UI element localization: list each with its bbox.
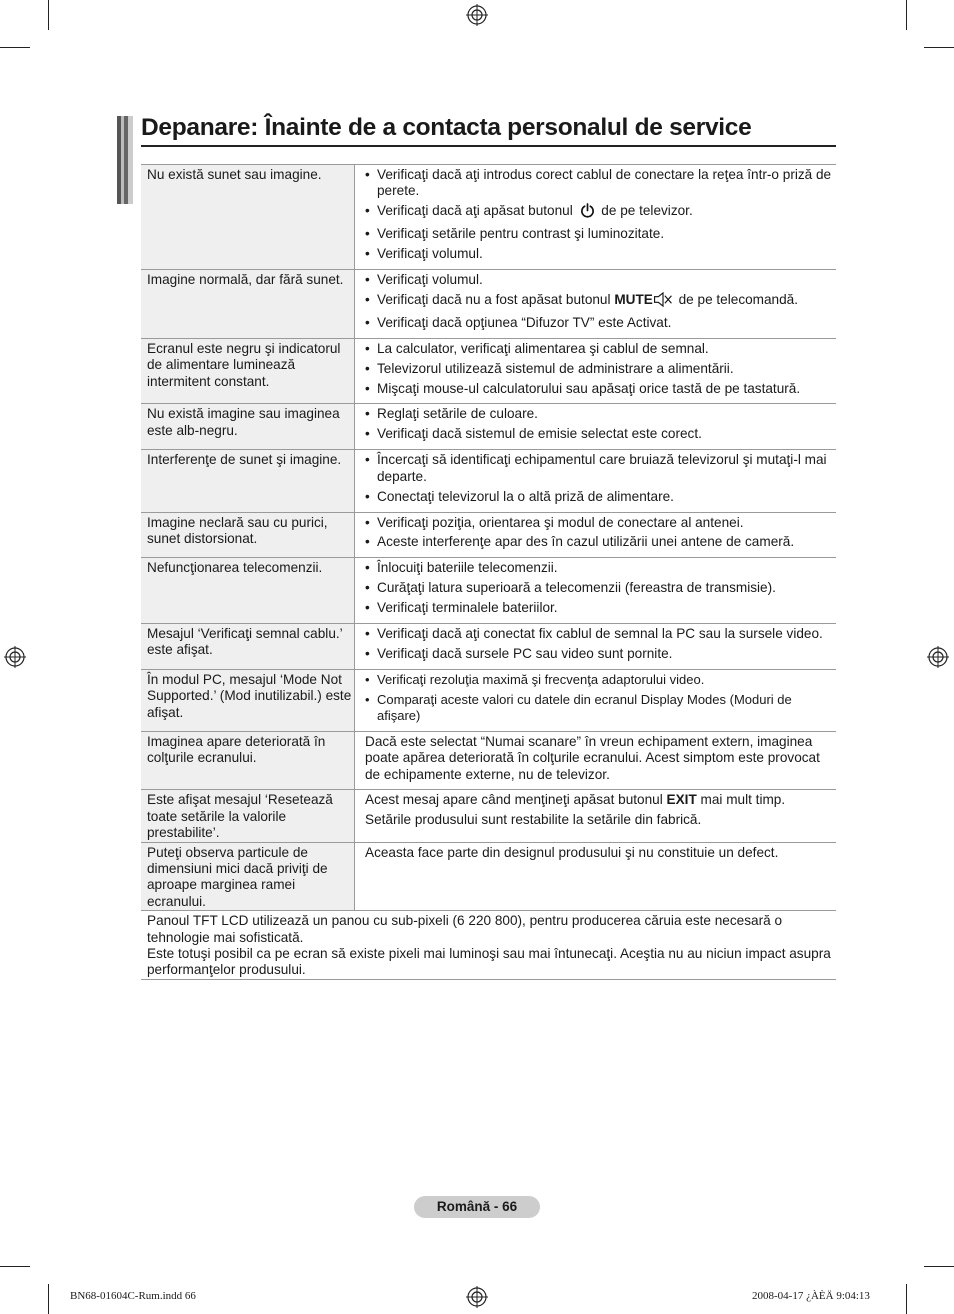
solution-cell: [355, 624, 837, 670]
solution-list: [365, 515, 836, 551]
text-segment: Verificaţi dacă aţi apăsat butonul: [377, 203, 573, 219]
problem-cell: Nu există imagine sau imaginea este alb-negru.: [141, 404, 355, 450]
solution-cell: [355, 842, 837, 911]
problem-cell: Nefuncţionarea telecomenzii.: [141, 558, 355, 624]
solution-list: [365, 167, 836, 263]
table-row: [141, 732, 836, 790]
button-name: MUTE: [614, 291, 653, 307]
list-item: • Verificaţi dacă aţi conectat fix cablul de semnal la PC sau la sursele video.: [365, 626, 836, 642]
problem-cell: Nu există sunet sau imagine.: [141, 165, 355, 270]
solution-cell: [355, 790, 837, 842]
registration-mark-icon: [4, 646, 26, 668]
solution-cell: [355, 450, 837, 512]
list-item: • Înlocuiţi bateriile telecomenzii.: [365, 560, 836, 576]
mute-icon: [653, 292, 673, 311]
crop-mark: [924, 1266, 954, 1267]
solution-list: [365, 452, 836, 505]
solution-list: [365, 672, 836, 725]
text-segment: mai mult timp.: [700, 792, 786, 808]
list-item: • Conectaţi televizorul la o altă priză de alimentare.: [365, 489, 836, 505]
crop-mark: [0, 47, 30, 48]
table-row: [141, 624, 836, 670]
list-item: • Aceste interferenţe apar des în cazul utilizării unei antene de cameră.: [365, 534, 836, 550]
troubleshooting-table: [141, 164, 836, 980]
text-segment: Acest mesaj apare când menţineţi apăsat butonul: [365, 792, 663, 808]
crop-mark: [48, 0, 49, 30]
page-title: Depanare: Înainte de a contacta personalul de service: [141, 112, 836, 147]
solution-cell: [355, 512, 837, 558]
note-paragraph: Este totuşi posibil ca pe ecran să existe pixeli mai luminoşi sau mai întunecaţi. Aceştia nu au niciun impact asupra performanţelor produsului.: [147, 945, 831, 978]
list-item: • Mişcaţi mouse-ul calculatorului sau apăsaţi orice tastă de pe tastatură.: [365, 381, 836, 397]
solution-text: Aceasta face parte din designul produsului şi nu constituie un defect.: [365, 844, 779, 860]
table-row: [141, 669, 836, 731]
print-slug-file: BN68-01604C-Rum.indd 66: [70, 1290, 196, 1302]
problem-cell: Interferenţe de sunet şi imagine.: [141, 450, 355, 512]
problem-cell: Imagine neclară sau cu purici, sunet distorsionat.: [141, 512, 355, 558]
table-row: [141, 270, 836, 339]
list-item: • Verificaţi volumul.: [365, 246, 836, 262]
list-item: • La calculator, verificaţi alimentarea şi cablul de semnal.: [365, 341, 836, 357]
table-row: [141, 338, 836, 404]
solution-text: Setările produsului sunt restabilite la setările din fabrică.: [365, 811, 702, 827]
note-row: [141, 911, 836, 980]
note-cell: [141, 911, 836, 980]
solution-list: [365, 626, 836, 662]
solution-list: [365, 341, 836, 397]
list-item: • Verificaţi setările pentru contrast şi luminozitate.: [365, 226, 836, 242]
problem-cell: Puteţi observa particule de dimensiuni mici dacă priviţi de aproape marginea ramei ecranului.: [141, 842, 355, 911]
registration-mark-icon: [466, 1286, 488, 1308]
section-side-bar: [117, 116, 133, 204]
solution-cell: [355, 404, 837, 450]
text-segment: Verificaţi dacă nu a fost apăsat butonul: [377, 291, 611, 307]
list-item: [365, 203, 836, 222]
crop-mark: [0, 1266, 30, 1267]
solution-cell: [355, 165, 837, 270]
registration-mark-icon: [927, 646, 949, 668]
button-name: EXIT: [666, 792, 697, 808]
table-row: [141, 558, 836, 624]
table-row: [141, 790, 836, 842]
solution-cell: [355, 270, 837, 339]
power-icon: [580, 203, 595, 222]
problem-cell: Mesajul ‘Verificaţi semnal cablu.’ este afişat.: [141, 624, 355, 670]
problem-cell: Imaginea apare deteriorată în colţurile ecranului.: [141, 732, 355, 790]
note-paragraph: Panoul TFT LCD utilizează un panou cu sub-pixeli (6 220 800), pentru producerea căruia este necesară o tehnologie mai sofisticată.: [147, 913, 783, 945]
solution-list: [365, 560, 836, 616]
list-item: • Încercaţi să identificaţi echipamentul care bruiază televizorul şi mutaţi-l mai departe.: [365, 452, 836, 485]
solution-list: [365, 406, 836, 442]
list-item: • Verificaţi terminalele bateriilor.: [365, 600, 836, 616]
solution-text: [365, 792, 836, 808]
problem-cell: Ecranul este negru şi indicatorul de alimentare luminează intermitent constant.: [141, 338, 355, 404]
list-item: • Verificaţi poziţia, orientarea şi modul de conectare al antenei.: [365, 515, 836, 531]
list-item: • Verificaţi dacă sursele PC sau video sunt pornite.: [365, 646, 836, 662]
solution-cell: [355, 732, 837, 790]
list-item: • Reglaţi setările de culoare.: [365, 406, 836, 422]
table-row: [141, 512, 836, 558]
table-row: [141, 165, 836, 270]
solution-cell: [355, 558, 837, 624]
list-item: • Verificaţi volumul.: [365, 272, 836, 288]
table-row: [141, 404, 836, 450]
list-item: • Verificaţi dacă opţiunea “Difuzor TV” este Activat.: [365, 315, 836, 331]
list-item: • Comparaţi aceste valori cu datele din ecranul Display Modes (Moduri de afişare): [365, 692, 836, 725]
crop-mark: [48, 1284, 49, 1314]
troubleshooting-table-body: [141, 165, 836, 980]
list-item: • Verificaţi rezoluţia maximă şi frecvenţa adaptorului video.: [365, 672, 836, 688]
print-slug-date: 2008-04-17 ¿ÀÈÄ 9:04:13: [752, 1290, 870, 1302]
solution-text: Dacă este selectat “Numai scanare” în vreun echipament extern, imaginea poate apărea deteriorată în colţurile ecranului. Acest simptom este provocat de echipamente externe, nu de televizor.: [365, 734, 820, 782]
list-item: • Curăţaţi latura superioară a telecomenzii (fereastra de transmisie).: [365, 580, 836, 596]
list-item: [365, 292, 836, 311]
list-item: • Verificaţi dacă aţi introdus corect cablul de conectare la reţea într-o priză de perete.: [365, 167, 836, 200]
problem-cell: Imagine normală, dar fără sunet.: [141, 270, 355, 339]
crop-mark: [906, 1284, 907, 1314]
table-row: [141, 842, 836, 911]
page-number-badge: Română - 66: [414, 1196, 540, 1218]
list-item: • Verificaţi dacă sistemul de emisie selectat este corect.: [365, 426, 836, 442]
solution-cell: [355, 669, 837, 731]
solution-cell: [355, 338, 837, 404]
problem-cell: În modul PC, mesajul ‘Mode Not Supported.’ (Mod inutilizabil.) este afişat.: [141, 669, 355, 731]
crop-mark: [924, 47, 954, 48]
text-segment: de pe televizor.: [601, 203, 693, 219]
list-item: • Televizorul utilizează sistemul de administrare a alimentării.: [365, 361, 836, 377]
registration-mark-icon: [466, 4, 488, 26]
solution-list: [365, 272, 836, 331]
text-segment: de pe telecomandă.: [678, 291, 799, 307]
crop-mark: [906, 0, 907, 30]
problem-cell: Este afişat mesajul ‘Resetează toate setările la valorile prestabilite’.: [141, 790, 355, 842]
table-row: [141, 450, 836, 512]
